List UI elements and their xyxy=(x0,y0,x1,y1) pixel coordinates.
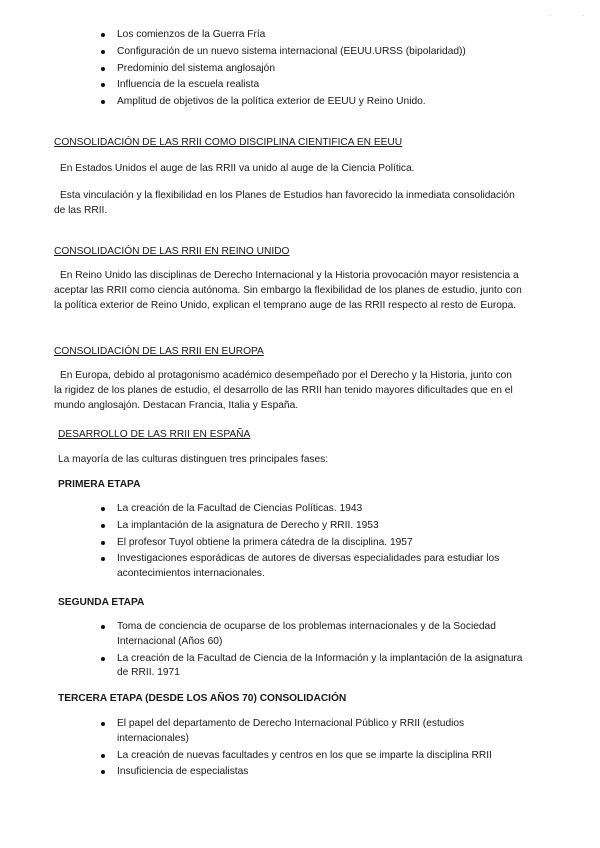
list-item: La creación de nuevas facultades y centros en los que se imparte la disciplina RRII xyxy=(117,749,527,764)
list-item: La creación de la Facultad de Ciencias Políticas. 1943 xyxy=(117,502,527,517)
paragraph-europa: En Europa, debido al protagonismo académico desempeñado por el Derecho y la Historia, junto con la rigidez de los planes de estudio, el desarrollo de las RRII han tenido mayores dificultades que en el mundo anglosajón. Destacan Francia, Italia y España. xyxy=(54,370,513,411)
bullet-icon xyxy=(101,557,105,561)
list-item: El profesor Tuyol obtiene la primera cátedra de la disciplina. 1957 xyxy=(117,536,527,551)
bullet-icon xyxy=(101,33,105,37)
list-item: La implantación de la asignatura de Derecho y RRII. 1953 xyxy=(117,519,527,534)
stage-3-list xyxy=(117,717,527,782)
list-item: Influencia de la escuela realista xyxy=(117,78,527,93)
paragraph-reino-unido: En Reino Unido las disciplinas de Derecho Internacional y la Historia provocación mayor resistencia a aceptar las RRII como ciencia autónoma. Sin embargo la flexibilidad de los planes de estudio, junto con la política exterior de Reino Unido, explican el temprano auge de las RRII respecto al resto de Europa. xyxy=(54,270,522,311)
paragraph-eeuu-2: Esta vinculación y la flexibilidad en los Planes de Estudios han favorecido la inmediata consolidación de las RRII. xyxy=(54,190,515,216)
list-item: Predominio del sistema anglosajón xyxy=(117,62,527,77)
section-heading-reino-unido: CONSOLIDACIÓN DE LAS RRII EN REINO UNIDO xyxy=(54,246,290,257)
section-heading-europa: CONSOLIDACIÓN DE LAS RRII EN EUROPA xyxy=(54,346,264,357)
bullet-icon xyxy=(101,100,105,104)
bullet-icon xyxy=(101,83,105,87)
stage-title-2: SEGUNDA ETAPA xyxy=(58,597,145,608)
bullet-icon xyxy=(101,754,105,758)
bullet-icon xyxy=(101,507,105,511)
bullet-icon xyxy=(101,657,105,661)
list-item: La creación de la Facultad de Ciencia de la Información y la implantación de la asignatura de RRII. 1971 xyxy=(117,652,527,682)
bullet-icon xyxy=(101,541,105,545)
list-item: El papel del departamento de Derecho Internacional Público y RRII (estudios internacionales) xyxy=(117,717,527,747)
section-heading-eeuu: CONSOLIDACIÓN DE LAS RRII COMO DISCIPLINA CIENTIFICA EN EEUU xyxy=(54,137,403,148)
stage-title-3: TERCERA ETAPA (DESDE LOS AÑOS 70) CONSOLIDACIÓN xyxy=(58,693,347,704)
scan-marks: · · xyxy=(549,11,599,20)
bullet-icon xyxy=(101,722,105,726)
list-item: Investigaciones esporádicas de autores de diversas especialidades para estudiar los acontecimientos internacionales. xyxy=(117,552,527,582)
list-item: Toma de conciencia de ocuparse de los problemas internacionales y de la Sociedad Internacional (Años 60) xyxy=(117,620,527,650)
stage-title-1: PRIMERA ETAPA xyxy=(58,479,141,490)
list-item: Los comienzos de la Guerra Fría xyxy=(117,28,527,43)
bullet-icon xyxy=(101,625,105,629)
list-item: Insuficiencia de especialistas xyxy=(117,765,527,780)
bullet-icon xyxy=(101,770,105,774)
section-heading-espana: DESARROLLO DE LAS RRII EN ESPAÑA xyxy=(58,429,251,440)
list-item: Amplitud de objetivos de la política exterior de EEUU y Reino Unido. xyxy=(117,95,527,110)
bullet-icon xyxy=(101,524,105,528)
paragraph-eeuu-1: En Estados Unidos el auge de las RRII va unido al auge de la Ciencia Política. xyxy=(60,163,415,174)
bullet-icon xyxy=(101,67,105,71)
bullet-icon xyxy=(101,50,105,54)
list-item: Configuración de un nuevo sistema internacional (EEUU.URSS (bipolaridad)) xyxy=(117,45,527,60)
stage-1-list xyxy=(117,502,527,584)
stage-2-list xyxy=(117,620,527,683)
paragraph-espana-intro: La mayoría de las culturas distinguen tres principales fases: xyxy=(58,454,329,465)
top-bullet-list xyxy=(117,28,527,112)
